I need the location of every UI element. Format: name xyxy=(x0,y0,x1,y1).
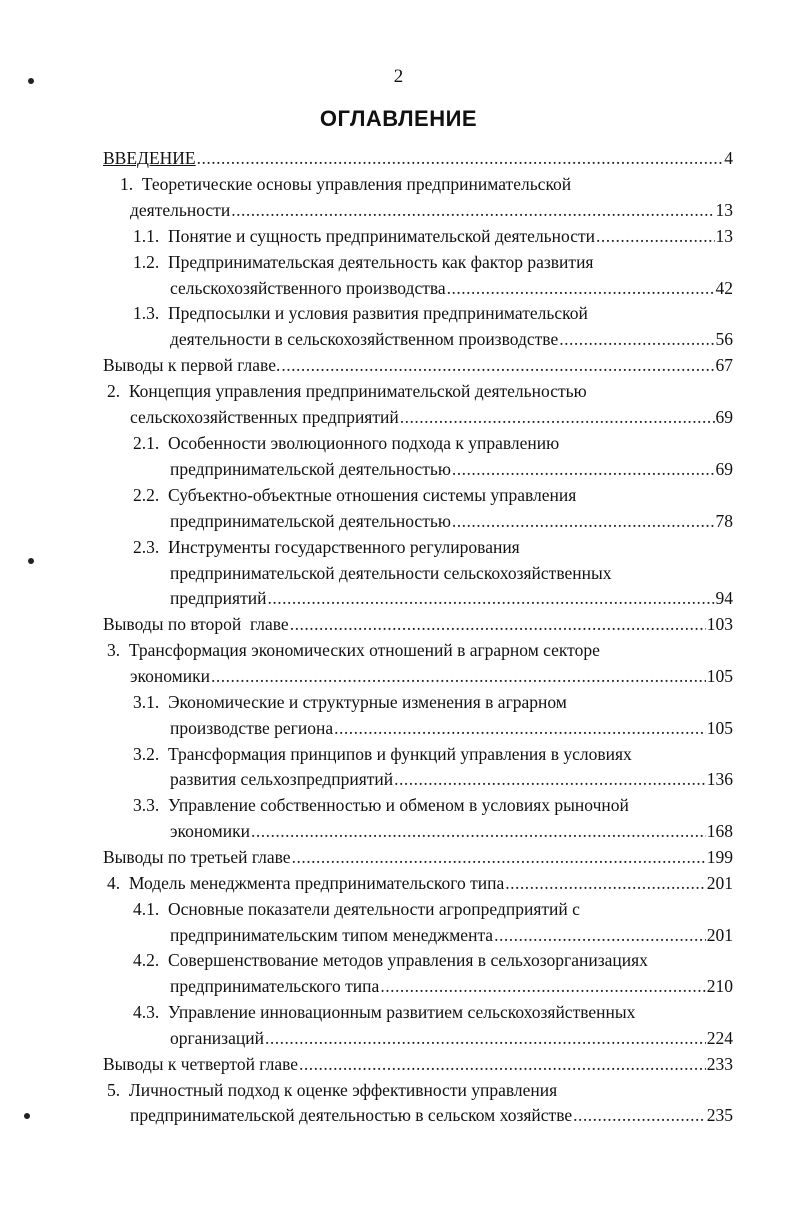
toc-entry-section-1-3[interactable] xyxy=(133,301,588,325)
toc-entry-section-1-3-cont[interactable] xyxy=(170,327,733,351)
dot-leader xyxy=(290,612,706,636)
toc-entry-title-cont: развития сельхозпредприятий xyxy=(170,769,394,789)
toc-entry-title: Концепция управления предпринимательской деятельностью xyxy=(128,381,587,401)
toc-entry-title: Выводы по третьей главе xyxy=(103,847,291,867)
toc-entry-conclusions-4[interactable] xyxy=(103,1052,733,1076)
dot-leader xyxy=(334,716,706,740)
toc-page-number: 201 xyxy=(706,873,733,893)
dot-leader xyxy=(281,353,714,377)
toc-entry-conclusions-1[interactable] xyxy=(103,353,733,377)
page-title: ОГЛАВЛЕНИЕ xyxy=(319,106,478,131)
scan-hole-mark xyxy=(28,558,34,564)
toc-page-number: 56 xyxy=(715,329,733,349)
toc-entry-section-1-2-cont[interactable] xyxy=(170,276,733,300)
toc-entry-title-cont: деятельности в сельскохозяйственном производстве xyxy=(170,329,559,349)
scan-hole-mark xyxy=(24,1113,30,1119)
dot-leader xyxy=(400,405,715,429)
toc-entry-section-3-1[interactable] xyxy=(133,690,567,714)
dot-leader xyxy=(494,923,706,947)
toc-entry-section-2-1[interactable] xyxy=(133,431,559,455)
toc-page-number: 235 xyxy=(706,1105,733,1125)
toc-entry-title: Выводы по второй главе xyxy=(103,614,289,634)
toc-page-number: 224 xyxy=(706,1028,733,1048)
toc-entry-title-cont: экономики xyxy=(170,821,250,841)
toc-entry-number: 4. xyxy=(107,873,121,893)
toc-entry-title: Предпосылки и условия развития предпринимательской xyxy=(168,303,588,323)
toc-entry-number: 1.2. xyxy=(133,252,160,272)
toc-entry-section-2-3-cont[interactable] xyxy=(170,561,612,585)
toc-entry-number: 3. xyxy=(107,640,121,660)
toc-entry-chapter-1-cont[interactable] xyxy=(130,198,733,222)
toc-page-number: 78 xyxy=(715,511,733,531)
toc-entry-title-cont: предпринимательского типа xyxy=(170,976,380,996)
toc-page-number: 105 xyxy=(706,666,733,686)
toc-entry-section-4-3[interactable] xyxy=(133,1000,635,1024)
page-number: 2 xyxy=(393,66,404,87)
toc-entry-chapter-2-cont[interactable] xyxy=(130,405,733,429)
toc-entry-title: Трансформация принципов и функций управления в условиях xyxy=(168,744,632,764)
toc-entry-number: 3.2. xyxy=(133,744,160,764)
toc-entry-section-3-2-cont[interactable] xyxy=(170,767,733,791)
dot-leader xyxy=(197,146,724,170)
toc-page-number: 69 xyxy=(715,407,733,427)
toc-entry-number: 3.1. xyxy=(133,692,160,712)
toc-page-number: 168 xyxy=(706,821,733,841)
toc-entry-number: 1.3. xyxy=(133,303,160,323)
toc-entry-number: 2.2. xyxy=(133,485,160,505)
toc-entry-title-cont: предпринимательским типом менеджмента xyxy=(170,925,494,945)
toc-entry-section-3-1-cont[interactable] xyxy=(170,716,733,740)
toc-entry-chapter-1[interactable] xyxy=(120,172,571,196)
dot-leader xyxy=(211,664,706,688)
dot-leader xyxy=(394,767,706,791)
toc-entry-title: Выводы к первой главе. xyxy=(103,355,281,375)
dot-leader xyxy=(505,871,705,895)
toc-entry-title: Управление инновационным развитием сельскохозяйственных xyxy=(168,1002,636,1022)
toc-page-number: 42 xyxy=(715,278,733,298)
toc-entry-title-cont: предприятий xyxy=(170,588,267,608)
dot-leader xyxy=(452,509,715,533)
toc-entry-title: Управление собственностью и обменом в условиях рыночной xyxy=(168,795,629,815)
toc-entry-chapter-2[interactable] xyxy=(107,379,587,403)
toc-entry-title: Теоретические основы управления предпринимательской xyxy=(141,174,572,194)
toc-entry-section-1-1[interactable] xyxy=(133,224,733,248)
toc-page-number: 136 xyxy=(706,769,733,789)
toc-entry-title-cont: предпринимательской деятельностью xyxy=(170,459,451,479)
toc-entry-title: Модель менеджмента предпринимательского типа xyxy=(128,873,505,893)
toc-entry-chapter-3-cont[interactable] xyxy=(130,664,733,688)
toc-page-number: 105 xyxy=(706,718,733,738)
toc-entry-number: 2. xyxy=(107,381,121,401)
toc-entry-number: 2.1. xyxy=(133,433,160,453)
toc-page-number: 201 xyxy=(706,925,733,945)
toc-page-number: 94 xyxy=(715,588,733,608)
toc-entry-title: Понятие и сущность предпринимательской деятельности xyxy=(168,226,595,246)
toc-entry-section-1-2[interactable] xyxy=(133,250,593,274)
toc-entry-title-cont: предпринимательской деятельностью xyxy=(170,511,451,531)
toc-entry-number: 1. xyxy=(120,174,134,194)
dot-leader xyxy=(380,974,705,998)
toc-entry-title-cont: производстве региона xyxy=(170,718,334,738)
toc-entry-title: Субъектно-объектные отношения системы управления xyxy=(168,485,577,505)
toc-page-number: 13 xyxy=(715,226,733,246)
toc-entry-number: 4.3. xyxy=(133,1002,160,1022)
toc-page-number: 67 xyxy=(715,355,733,375)
dot-leader xyxy=(447,276,715,300)
toc-entry-title: Особенности эволюционного подхода к управлению xyxy=(168,433,560,453)
toc-page-number: 210 xyxy=(706,976,733,996)
toc-page-number: 233 xyxy=(706,1054,733,1074)
scan-hole-mark xyxy=(28,78,34,84)
toc-entry-title: Личностный подход к оценке эффективности управления xyxy=(128,1080,558,1100)
toc-entry-section-4-1[interactable] xyxy=(133,897,580,921)
toc-entry-chapter-4[interactable] xyxy=(107,871,733,895)
toc-entry-number: 4.1. xyxy=(133,899,160,919)
toc-entry-title: Предпринимательская деятельность как фактор развития xyxy=(168,252,594,272)
toc-entry-number: 5. xyxy=(107,1080,121,1100)
toc-entry-section-4-1-cont[interactable] xyxy=(170,923,733,947)
toc-entry-title-cont: предпринимательской деятельности сельскохозяйственных xyxy=(170,563,612,583)
dot-leader xyxy=(251,819,706,843)
toc-page-number: 69 xyxy=(715,459,733,479)
dot-leader xyxy=(265,1026,706,1050)
toc-entry-title: Трансформация экономических отношений в аграрном секторе xyxy=(128,640,600,660)
dot-leader xyxy=(596,224,715,248)
toc-entry-section-2-1-cont[interactable] xyxy=(170,457,733,481)
toc-entry-title: Экономические и структурные изменения в аграрном xyxy=(168,692,567,712)
toc-entry-title-cont: сельскохозяйственных предприятий xyxy=(130,407,399,427)
dot-leader xyxy=(559,327,714,351)
toc-entry-title-cont: экономики xyxy=(130,666,210,686)
toc-entry-title-cont: деятельности xyxy=(130,200,231,220)
toc-entry-section-4-2[interactable] xyxy=(133,948,648,972)
toc-entry-title-cont: предпринимательской деятельностью в сельском хозяйстве xyxy=(130,1105,573,1125)
toc-page-number: 199 xyxy=(706,847,733,867)
dot-leader xyxy=(299,1052,706,1076)
toc-entry-section-4-2-cont[interactable] xyxy=(170,974,733,998)
toc-entry-title-cont: организаций xyxy=(170,1028,264,1048)
dot-leader xyxy=(267,586,714,610)
dot-leader xyxy=(292,845,706,869)
dot-leader xyxy=(573,1103,706,1127)
toc-entry-title: Основные показатели деятельности агропредприятий с xyxy=(168,899,580,919)
toc-entry-number: 2.3. xyxy=(133,537,160,557)
toc-entry-section-4-3-cont[interactable] xyxy=(170,1026,733,1050)
toc-entry-title: Выводы к четвертой главе xyxy=(103,1054,299,1074)
toc-page-number: 13 xyxy=(715,200,733,220)
toc-page-number: 4 xyxy=(724,148,733,168)
toc-entry-number: 4.2. xyxy=(133,950,160,970)
toc-entry-title: ВВЕДЕНИЕ xyxy=(103,148,196,168)
toc-entry-introduction[interactable] xyxy=(103,146,733,170)
toc-entry-conclusions-2[interactable] xyxy=(103,612,733,636)
toc-entry-title-cont: сельскохозяйственного производства xyxy=(170,278,446,298)
toc-entry-section-3-3[interactable] xyxy=(133,793,629,817)
toc-entry-number: 3.3. xyxy=(133,795,160,815)
dot-leader xyxy=(231,198,714,222)
toc-page-number: 103 xyxy=(706,614,733,634)
toc-entry-chapter-5-cont[interactable] xyxy=(130,1103,733,1127)
toc-entry-number: 1.1. xyxy=(133,226,160,246)
toc-entry-section-2-2-cont[interactable] xyxy=(170,509,733,533)
toc-entry-title: Совершенствование методов управления в сельхозорганизациях xyxy=(168,950,648,970)
toc-entry-section-3-3-cont[interactable] xyxy=(170,819,733,843)
toc-entry-conclusions-3[interactable] xyxy=(103,845,733,869)
toc-entry-section-2-2[interactable] xyxy=(133,483,576,507)
toc-entry-section-3-2[interactable] xyxy=(133,742,632,766)
toc-entry-title: Инструменты государственного регулирования xyxy=(168,537,520,557)
toc-entry-section-2-3[interactable] xyxy=(133,535,520,559)
dot-leader xyxy=(452,457,715,481)
toc-entry-chapter-5[interactable] xyxy=(107,1078,557,1102)
toc-entry-section-2-3-cont2[interactable] xyxy=(170,586,733,610)
toc-entry-chapter-3[interactable] xyxy=(107,638,600,662)
